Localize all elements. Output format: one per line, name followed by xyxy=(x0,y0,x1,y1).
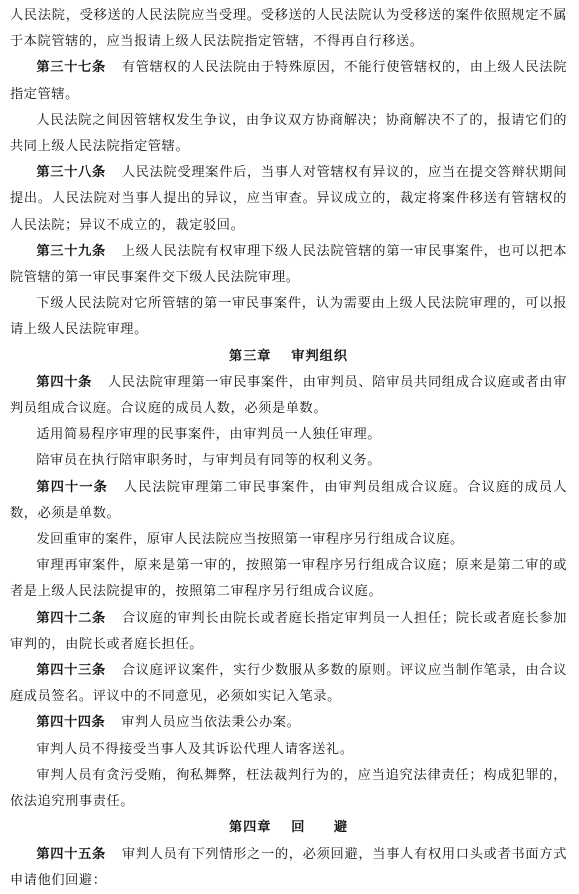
paragraph xyxy=(10,3,567,55)
paragraph-text: 审理再审案件，原来是第一审的，按照第一审程序另行组成合议庭；原来是第二审的或者是上级人民法院提审的，按照第二审程序另行组成合议庭。 xyxy=(10,558,567,600)
chapter-number: 第三章 xyxy=(228,348,272,364)
paragraph xyxy=(10,527,567,553)
article-37 xyxy=(10,55,567,107)
paragraph-text: 人民法院审理第二审民事案件，由审判员组成合议庭。合议庭的成员人数，必须是单数。 xyxy=(10,479,567,521)
paragraph xyxy=(10,108,567,160)
article-45 xyxy=(10,842,567,894)
article-42 xyxy=(10,606,567,658)
paragraph-text: 审判人员有下列情形之一的，必须回避，当事人有权用口头或者书面方式申请他们回避： xyxy=(10,846,568,888)
article-39 xyxy=(10,239,567,291)
paragraph-text: 合议庭评议案件，实行少数服从多数的原则。评议应当制作笔录，由合议庭成员签名。评议中的不同意见，必须如实记入笔录。 xyxy=(10,663,568,705)
chapter-number: 第四章 xyxy=(228,820,272,836)
paragraph xyxy=(10,553,567,605)
paragraph-text: 审判人员应当依法秉公办案。 xyxy=(121,715,301,731)
paragraph-text: 上级人民法院有权审理下级人民法院管辖的第一审民事案件，也可以把本院管辖的第一审民事案件交下级人民法院审理。 xyxy=(10,243,568,286)
article-40 xyxy=(10,370,567,422)
article-44 xyxy=(10,710,567,736)
chapter-heading xyxy=(10,815,567,841)
paragraph-text: 下级人民法院对它所管辖的第一审民事案件，认为需要由上级人民法院审理的，可以报请上级人民法院审理。 xyxy=(10,296,567,338)
chapter-heading xyxy=(10,344,567,370)
article-43 xyxy=(10,658,567,710)
article-number: 第三十八条 xyxy=(36,165,106,181)
paragraph-text: 人民法院，受移送的人民法院应当受理。受移送的人民法院认为受移送的案件依照规定不属于本院管辖的，应当报请上级人民法院指定管辖，不得再自行移送。 xyxy=(10,8,567,50)
paragraph xyxy=(10,763,567,815)
paragraph-text: 人民法院之间因管辖权发生争议，由争议双方协商解决；协商解决不了的，报请它们的共同上级人民法院指定管辖。 xyxy=(10,112,567,155)
paragraph xyxy=(10,448,567,474)
paragraph xyxy=(10,737,567,763)
paragraph-text: 陪审员在执行陪审职务时，与审判员有同等的权利义务。 xyxy=(36,453,382,469)
paragraph-text: 适用简易程序审理的民事案件，由审判员一人独任审理。 xyxy=(36,427,382,443)
paragraph-text: 有管辖权的人民法院由于特殊原因，不能行使管辖权的，由上级人民法院指定管辖。 xyxy=(10,60,568,102)
paragraph-text: 人民法院审理第一审民事案件，由审判员、陪审员共同组成合议庭或者由审判员组成合议庭。合议庭的成员人数，必须是单数。 xyxy=(10,374,567,417)
article-number: 第四十二条 xyxy=(36,610,106,626)
paragraph-text: 人民法院受理案件后，当事人对管辖权有异议的，应当在提交答辩状期间提出。人民法院对当事人提出的异议，应当审查。异议成立的，裁定将案件移送有管辖权的人民法院；异议不成立的，裁定驳回。 xyxy=(10,165,568,233)
paragraph-text: 审判人员不得接受当事人及其诉讼代理人请客送礼。 xyxy=(36,741,354,757)
paragraph-text: 合议庭的审判长由院长或者庭长指定审判员一人担任；院长或者庭长参加审判的，由院长或者庭长担任。 xyxy=(10,610,568,652)
chapter-title: 审判组织 xyxy=(291,348,349,364)
paragraph-text: 发回重审的案件，原审人民法院应当按照第一审程序另行组成合议庭。 xyxy=(36,532,464,548)
paragraph xyxy=(10,291,567,343)
paragraph xyxy=(10,422,567,448)
article-number: 第四十一条 xyxy=(36,479,108,495)
article-number: 第三十七条 xyxy=(36,60,106,76)
article-38 xyxy=(10,160,567,239)
article-number: 第三十九条 xyxy=(36,243,106,259)
article-41 xyxy=(10,475,567,527)
chapter-title: 回 避 xyxy=(291,820,349,836)
article-number: 第四十五条 xyxy=(36,846,106,862)
article-number: 第四十四条 xyxy=(36,715,106,731)
article-number: 第四十三条 xyxy=(36,663,106,679)
paragraph-text: 审判人员有贪污受贿，徇私舞弊，枉法裁判行为的，应当追究法律责任；构成犯罪的，依法追究刑事责任。 xyxy=(10,767,567,810)
article-number: 第四十条 xyxy=(36,374,93,390)
